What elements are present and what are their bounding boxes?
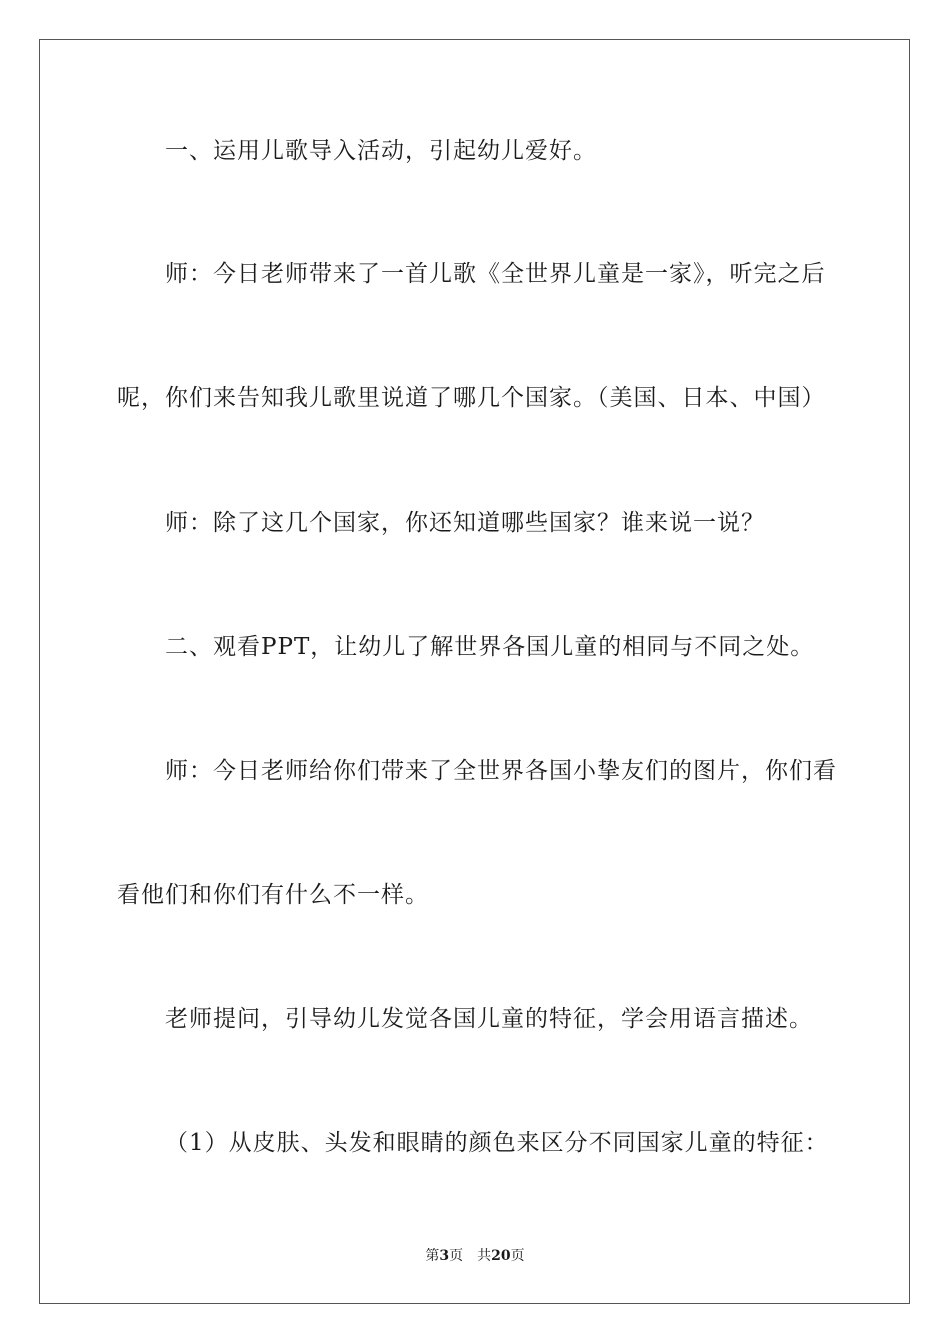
total-pages: 20: [491, 1248, 511, 1264]
paragraph-line: （1）从皮肤、头发和眼睛的颜色来区分不同国家儿童的特征：: [165, 1130, 829, 1156]
section-heading-2: 二、观看PPT，让幼儿了解世界各国儿童的相同与不同之处。: [165, 634, 815, 660]
page-label-prefix: 第: [425, 1248, 440, 1264]
total-label-prefix: 共: [477, 1248, 492, 1264]
paragraph-line: 看他们和你们有什么不一样。: [117, 882, 429, 908]
page-border: [39, 39, 910, 1304]
page-number: 3: [439, 1248, 450, 1264]
page-footer: [0, 1246, 950, 1266]
paragraph-line: 师：除了这几个国家，你还知道哪些国家？谁来说一说？: [165, 510, 765, 536]
total-label-suffix: 页: [510, 1248, 525, 1264]
section-heading-1: 一、运用儿歌导入活动，引起幼儿爱好。: [165, 138, 597, 164]
paragraph-line: 师：今日老师给你们带来了全世界各国小挚友们的图片，你们看: [165, 758, 837, 784]
paragraph-line: 老师提问，引导幼儿发觉各国儿童的特征，学会用语言描述。: [165, 1006, 813, 1032]
page-label-suffix: 页: [449, 1248, 464, 1264]
paragraph-line: 呢，你们来告知我儿歌里说道了哪几个国家。（美国、日本、中国）: [117, 385, 826, 411]
paragraph-line: 师：今日老师带来了一首儿歌《全世界儿童是一家》，听完之后: [165, 261, 826, 287]
